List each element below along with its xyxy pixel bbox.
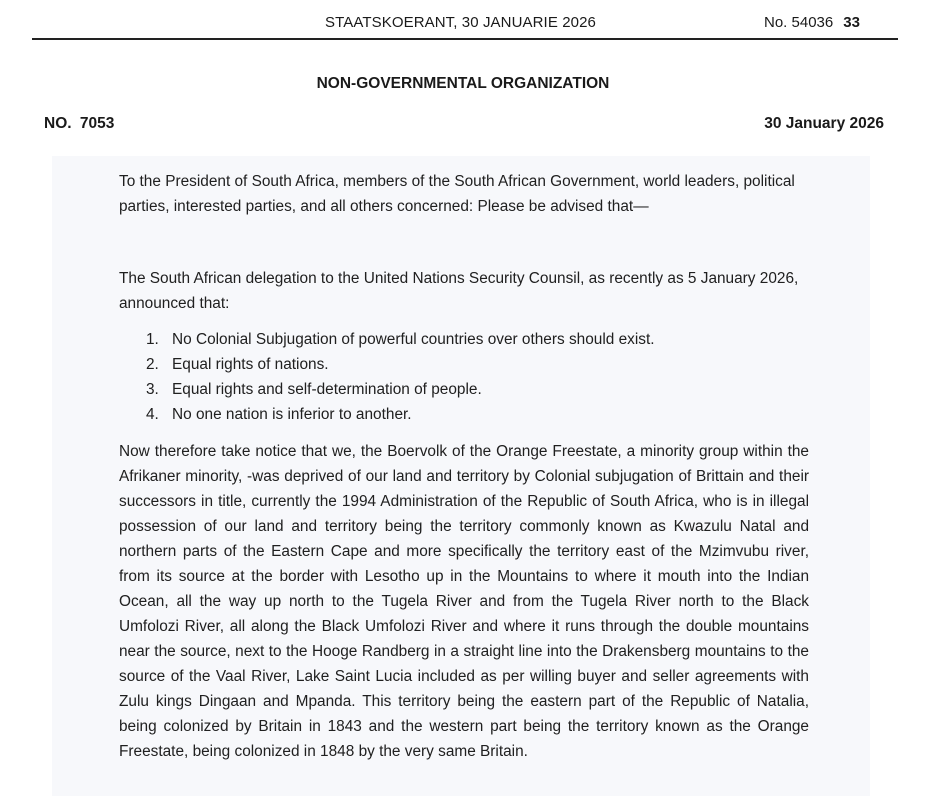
notice-date: 30 January 2026	[764, 115, 884, 132]
salutation-paragraph: To the President of South Africa, members of the South African Government, world leaders, political parties, interested parties, and all others concerned: Please be advised that—	[119, 173, 795, 215]
list-item-text: No one nation is inferior to another.	[172, 406, 412, 423]
list-item-text: No Colonial Subjugation of powerful countries over others should exist.	[172, 331, 655, 348]
header-divider	[32, 38, 898, 40]
page-number: 33	[843, 14, 860, 31]
list-item	[119, 327, 655, 352]
list-item	[119, 402, 655, 427]
list-item	[119, 377, 655, 402]
list-item-number: 2.	[146, 356, 159, 373]
list-item	[119, 352, 655, 377]
list-item-number: 4.	[146, 406, 159, 423]
list-item-number: 1.	[146, 331, 159, 348]
numbered-list	[119, 327, 655, 427]
intro-paragraph: The South African delegation to the United Nations Security Counsil, as recently as 5 January 2026, announced that:	[119, 270, 799, 312]
main-paragraph: Now therefore take notice that we, the Boervolk of the Orange Freestate, a minority group within the Afrikaner minority, -was deprived of our land and territory by Colonial subjugation of Brittain and their successors in title, currently the 1994 Administration of the Republic of South Africa, who is in illegal possession of our land and territory being the territory commonly known as Kwazulu Natal and northern parts of the Eastern Cape and more specifically the territory east of the Mzimvubu river, from its source at the border with Lesotho up in the Mountains to where it mouth into the Indian Ocean, all the way up north to the Tugela River and from the Tugela River north to the Black Umfolozi River, all along the Black Umfolozi River and where it runs through the double mountains near the source, next to the Hooge Randberg in a straight line into the Drakensberg mountains to the source of the Vaal River, Lake Saint Lucia included as per willing buyer and seller agreements with Zulu kings Dingaan and Mpanda. This territory being the eastern part of the Republic of Natalia, being colonized by Britain in 1843 and the western part being the territory known as the Orange Freestate, being colonized in 1848 by the very same Britain.	[119, 443, 809, 760]
section-title: NON-GOVERNMENTAL ORGANIZATION	[316, 75, 610, 92]
list-item-number: 3.	[146, 381, 159, 398]
list-item-text: Equal rights of nations.	[172, 356, 329, 373]
gazette-header	[0, 14, 946, 36]
list-item-text: Equal rights and self-determination of people.	[172, 381, 482, 398]
issue-number	[764, 14, 860, 31]
issue-label: No. 54036	[764, 14, 834, 31]
notice-number: NO. 7053	[44, 115, 115, 132]
publication-title: STAATSKOERANT, 30 JANUARIE 2026	[325, 14, 596, 31]
